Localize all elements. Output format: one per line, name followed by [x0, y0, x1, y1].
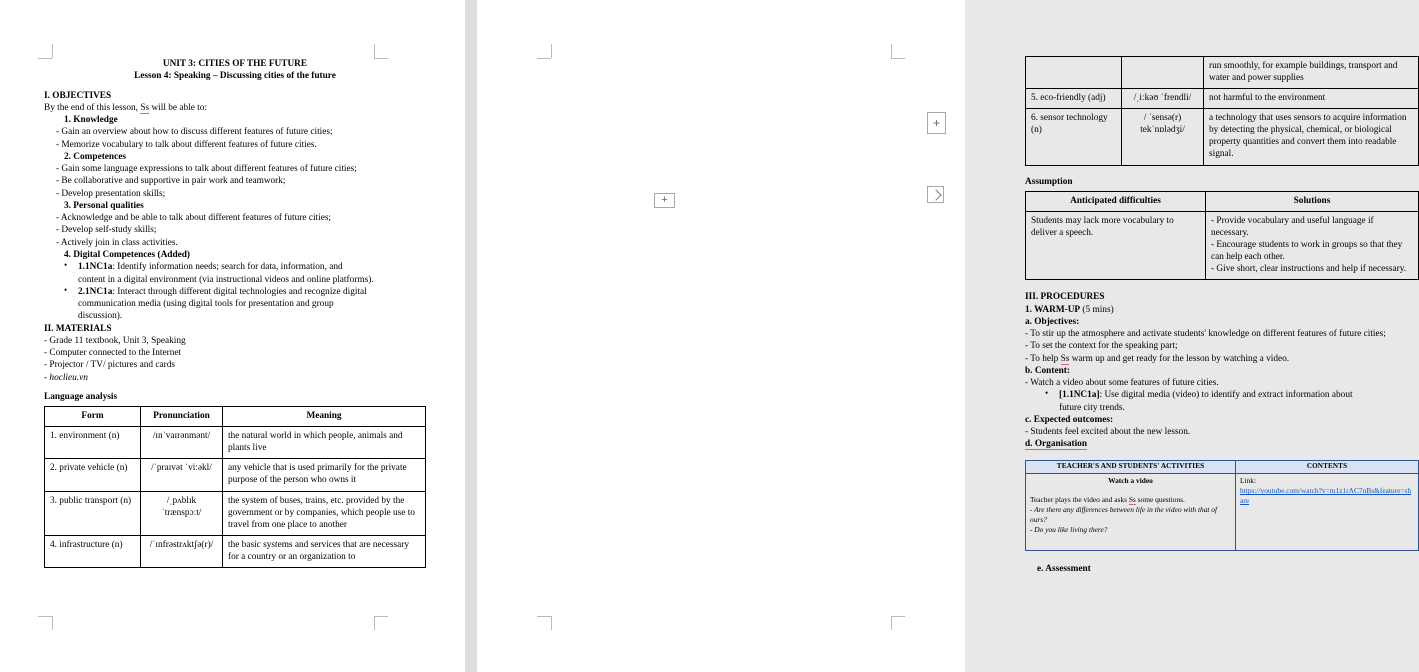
pron-line-1: / ˈsensə(r) — [1143, 113, 1182, 124]
activity-line — [1030, 495, 1231, 505]
warmup-outcome-item: - Students feel excited about the new lesson. — [1025, 427, 1191, 438]
insert-row-button[interactable] — [654, 193, 675, 208]
activity-question: - Do you like living there? — [1030, 525, 1108, 535]
materials-item-hoclieu: - hoclieu.vn — [44, 372, 88, 383]
personal-qualities-item: - Develop self-study skills; — [56, 225, 157, 236]
warmup-content-item: - Watch a video about some features of future cities. — [1025, 378, 1219, 389]
digital-competence-item — [44, 261, 426, 273]
objectives-heading: I. OBJECTIVES — [44, 90, 112, 101]
vocab-form: 1. environment (n) — [45, 427, 141, 459]
competences-heading: 2. Competences — [64, 151, 126, 162]
table-header-row — [45, 407, 426, 427]
warmup-objective-item: - To stir up the atmosphere and activate students' knowledge on different features of future cities; — [1025, 329, 1386, 340]
column-header-form: Form — [45, 407, 141, 427]
warmup-content-bullet — [1025, 389, 1419, 401]
column-header-activities: TEACHER'S AND STUDENTS' ACTIVITIES — [1026, 460, 1236, 474]
objective-after: warm up and get ready for the lesson by watching a video. — [1069, 353, 1290, 364]
personal-qualities-item: - Actively join in class activities. — [56, 237, 178, 248]
vocab-form: 6. sensor technology (n) — [1026, 109, 1122, 165]
youtube-link[interactable]: https://youtube.com/watch?v=m1z1rAC7nBs&feature=share — [1240, 486, 1412, 506]
table-row — [45, 459, 426, 491]
page-left — [0, 0, 465, 672]
digital-competence-item-cont: content in a digital environment (via instructional videos and online platforms). — [78, 274, 374, 285]
materials-item: - Grade 11 textbook, Unit 3, Speaking — [44, 335, 186, 346]
vocab-pronunciation — [1122, 57, 1204, 89]
digital-code: 1.1NC1a — [78, 262, 113, 273]
table-row — [45, 491, 426, 535]
table-row — [1026, 211, 1419, 279]
objective-highlight: Ss — [1060, 353, 1070, 364]
document-title: UNIT 3: CITIES OF THE FUTURE — [162, 59, 308, 69]
warmup-label: 1. WARM-UP — [1025, 304, 1081, 315]
table-row — [1026, 57, 1419, 89]
content-link-label: Link: — [1240, 476, 1257, 486]
warmup-heading — [1025, 304, 1419, 316]
warmup-outcomes-heading: c. Expected outcomes: — [1025, 414, 1114, 425]
plus-icon: + — [661, 194, 668, 206]
left-page-content — [44, 58, 426, 568]
language-analysis-table-continued — [1025, 56, 1419, 166]
materials-item: - Projector / TV/ pictures and cards — [44, 360, 175, 371]
document-subtitle: Lesson 4: Speaking – Discussing cities of the future — [134, 71, 336, 82]
materials-heading: II. MATERIALS — [44, 323, 112, 334]
activities-table — [1025, 460, 1419, 552]
page-right — [477, 0, 1412, 672]
competences-item: - Gain some language expressions to talk about different features of future cities; — [56, 164, 357, 175]
warmup-objectives-heading: a. Objectives: — [1025, 316, 1080, 327]
column-header-meaning: Meaning — [223, 407, 426, 427]
table-row — [1026, 474, 1419, 551]
language-analysis-table — [44, 406, 426, 568]
assessment-heading: e. Assessment — [1037, 564, 1091, 575]
vocab-pronunciation: /ˈɪnfrəstrʌktʃə(r)/ — [141, 535, 223, 567]
table-row — [45, 535, 426, 567]
digital-competence-item-cont: communication media (using digital tools for presentation and group — [78, 299, 334, 310]
digital-text: : Identify information needs; search for data, information, and — [112, 262, 343, 273]
activity-line-before: Teacher plays the video and asks — [1030, 495, 1129, 505]
table-row — [1026, 89, 1419, 109]
warmup-duration: (5 mins) — [1080, 304, 1114, 315]
language-analysis-heading: Language analysis — [44, 391, 118, 402]
procedures-heading: III. PROCEDURES — [1025, 292, 1105, 303]
knowledge-item: - Gain an overview about how to discuss different features of future cities; — [56, 127, 333, 138]
vocab-pronunciation: /ɪnˈvaɪrənmənt/ — [141, 427, 223, 459]
right-page-content — [1025, 56, 1419, 576]
pron-line-2: tekˈnɒlədʒi/ — [1140, 125, 1185, 136]
digital-competences-heading: 4. Digital Competences (Added) — [64, 249, 191, 260]
personal-qualities-item: - Acknowledge and be able to talk about different features of future cities; — [56, 213, 332, 224]
vocab-pronunciation: /ˌiːkəʊ ˈfrendli/ — [1122, 89, 1204, 109]
table-header-row — [1026, 191, 1419, 211]
vocab-form: 3. public transport (n) — [45, 491, 141, 535]
competences-item: - Develop presentation skills; — [56, 188, 166, 199]
digital-competence-item — [44, 286, 426, 298]
contents-cell — [1236, 474, 1419, 551]
vocab-form — [1026, 57, 1122, 89]
assumption-table — [1025, 191, 1419, 280]
insert-column-button[interactable] — [927, 112, 946, 134]
objectives-intro-highlight: Ss — [140, 102, 150, 113]
vocab-form: 5. eco-friendly (adj) — [1026, 89, 1122, 109]
warmup-objective-item-ss — [1025, 353, 1419, 365]
vocab-meaning: a technology that uses sensors to acquire information by detecting the physical, chemical, or biological property quantities and convert them into readable signal. — [1204, 109, 1419, 165]
objectives-intro — [44, 102, 426, 114]
warmup-objective-item: - To set the context for the speaking part; — [1025, 341, 1178, 352]
vocab-form: 2. private vehicle (n) — [45, 459, 141, 491]
vocab-form: 4. infrastructure (n) — [45, 535, 141, 567]
vocab-meaning: not harmful to the environment — [1204, 89, 1419, 109]
assumption-difficulty: Students may lack more vocabulary to deliver a speech. — [1026, 211, 1206, 279]
table-header-row — [1026, 460, 1419, 474]
table-row — [1026, 109, 1419, 165]
vocab-meaning: the system of buses, trains, etc. provided by the government or by companies, which people use to travel from one place to another — [223, 491, 426, 535]
warmup-organisation-heading — [1025, 438, 1419, 450]
vocab-meaning: the natural world in which people, animals and plants live — [223, 427, 426, 459]
solution-item: - Give short, clear instructions and help if necessary. — [1211, 264, 1407, 275]
vocab-pronunciation — [1122, 109, 1204, 165]
digital-code: 2.1NC1a — [78, 286, 113, 297]
vocab-pronunciation: /ˌpʌblɪk ˈtrænspɔːt/ — [141, 491, 223, 535]
materials-item: - Computer connected to the Internet — [44, 348, 182, 359]
assumption-solutions — [1206, 211, 1419, 279]
vocab-meaning: run smoothly, for example buildings, transport and water and power supplies — [1204, 57, 1419, 89]
column-header-solutions: Solutions — [1206, 191, 1419, 211]
content-bullet-text: : Use digital media (video) to identify and extract information about — [1099, 390, 1353, 401]
digital-competence-item-cont: discussion). — [78, 311, 123, 322]
warmup-content-heading: b. Content: — [1025, 365, 1070, 376]
plus-icon: + — [932, 116, 940, 130]
column-header-difficulties: Anticipated difficulties — [1026, 191, 1206, 211]
knowledge-heading: 1. Knowledge — [64, 115, 118, 126]
digital-text: : Interact through different digital technologies and recognize digital — [112, 286, 367, 297]
vocab-meaning: the basic systems and services that are necessary for a country or an organization to — [223, 535, 426, 567]
solution-item: - Provide vocabulary and useful language if necessary. — [1211, 215, 1374, 238]
activity-line-highlight: Ss — [1128, 495, 1136, 505]
organisation-label: d. Organisation — [1025, 439, 1087, 450]
personal-qualities-heading: 3. Personal qualities — [64, 200, 144, 211]
objective-before: - To help — [1025, 353, 1061, 364]
page-gutter — [465, 0, 477, 672]
activity-title: Watch a video — [1108, 476, 1153, 486]
vocab-pronunciation: /ˈpraɪvət ˈviːəkl/ — [141, 459, 223, 491]
objectives-intro-after: will be able to: — [149, 102, 207, 113]
column-header-contents: CONTENTS — [1236, 460, 1419, 474]
vocab-meaning: any vehicle that is used primarily for the private purpose of the person who owns it — [223, 459, 426, 491]
content-bullet-code: [1.1NC1a] — [1059, 390, 1100, 401]
activity-question: - Are there any differences between life in the video with that of ours? — [1030, 505, 1218, 525]
table-resize-handle[interactable] — [927, 186, 944, 203]
table-row — [45, 427, 426, 459]
objectives-intro-before: By the end of this lesson, — [44, 102, 141, 113]
assumption-heading: Assumption — [1025, 176, 1073, 187]
knowledge-item: - Memorize vocabulary to talk about different features of future cities. — [56, 139, 317, 150]
warmup-content-bullet-cont: future city trends. — [1059, 402, 1125, 413]
activity-line-after: some questions. — [1135, 495, 1185, 505]
solution-item: - Encourage students to work in groups so that they can help each other. — [1211, 240, 1403, 263]
activities-cell — [1026, 474, 1236, 551]
competences-item: - Be collaborative and supportive in pair work and teamwork; — [56, 176, 286, 187]
column-header-pronunciation: Pronunciation — [141, 407, 223, 427]
resize-handle-icon — [930, 189, 941, 200]
